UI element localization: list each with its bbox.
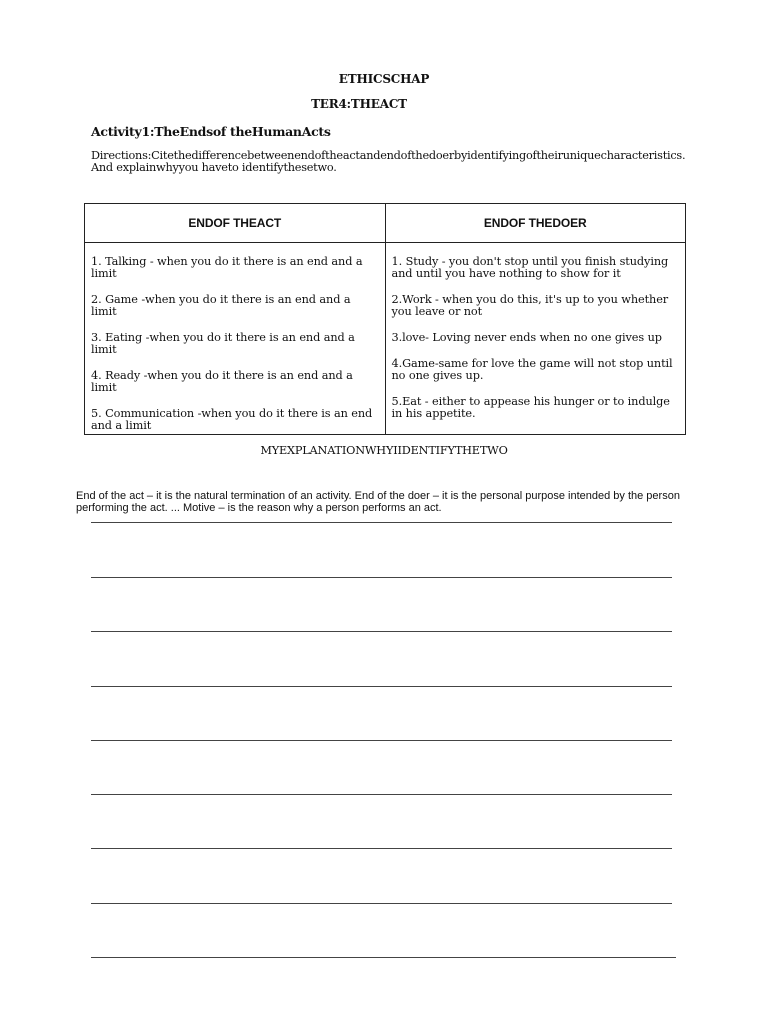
page-title-line-1: ETHICSCHAP bbox=[338, 72, 430, 86]
column-header-end-of-act: ENDOF THEACT bbox=[85, 204, 386, 243]
activity-title: Activity1:TheEndsof theHumanActs bbox=[91, 124, 331, 139]
list-item: 5. Communication -when you do it there is an end and a limit bbox=[91, 407, 373, 432]
explanation-heading: MYEXPLANATIONWHYIIDENTIFYTHETWO bbox=[260, 444, 508, 457]
page-title-line-2: TER4:THEACT bbox=[311, 97, 407, 111]
ends-table bbox=[84, 203, 686, 435]
list-item: 3.love- Loving never ends when no one gives up bbox=[391, 331, 662, 344]
table-header-row bbox=[85, 204, 686, 243]
column-header-end-of-doer: ENDOF THEDOER bbox=[385, 204, 686, 243]
answer-line bbox=[91, 848, 672, 849]
answer-line bbox=[91, 686, 672, 687]
list-item: 5.Eat - either to appease his hunger or to indulge in his appetite. bbox=[391, 395, 670, 420]
list-item: 1. Study - you don't stop until you finish studying and until you have nothing to show for it bbox=[391, 255, 669, 280]
list-item: 2. Game -when you do it there is an end and a limit bbox=[91, 293, 351, 318]
end-of-doer-cell bbox=[385, 243, 686, 435]
answer-line bbox=[91, 740, 672, 741]
end-of-act-cell bbox=[85, 243, 386, 435]
table-row bbox=[85, 243, 686, 435]
answer-line bbox=[91, 794, 672, 795]
answer-line bbox=[91, 577, 672, 578]
answer-line bbox=[91, 631, 672, 632]
list-item: 2.Work - when you do this, it's up to you whether you leave or not bbox=[391, 293, 669, 318]
explanation-answer: End of the act – it is the natural termination of an activity. End of the doer – it is the personal purpose intended by the person performing the act. ... Motive – is the reason why a person performs an act. bbox=[76, 490, 680, 514]
list-item: 4. Ready -when you do it there is an end and a limit bbox=[91, 369, 353, 394]
list-item: 4.Game-same for love the game will not stop until no one gives up. bbox=[391, 357, 673, 382]
list-item: 1. Talking - when you do it there is an end and a limit bbox=[91, 255, 363, 280]
answer-line bbox=[91, 522, 672, 523]
answer-line bbox=[91, 903, 672, 904]
directions-text: Directions:Citethedifferencebetweenendoftheactandendofthedoerbyidentifyingoftheiruniquecharacteristics. And explainwhyyou haveto identifythesetwo. bbox=[91, 149, 686, 174]
answer-line bbox=[91, 957, 676, 958]
list-item: 3. Eating -when you do it there is an end and a limit bbox=[91, 331, 355, 356]
